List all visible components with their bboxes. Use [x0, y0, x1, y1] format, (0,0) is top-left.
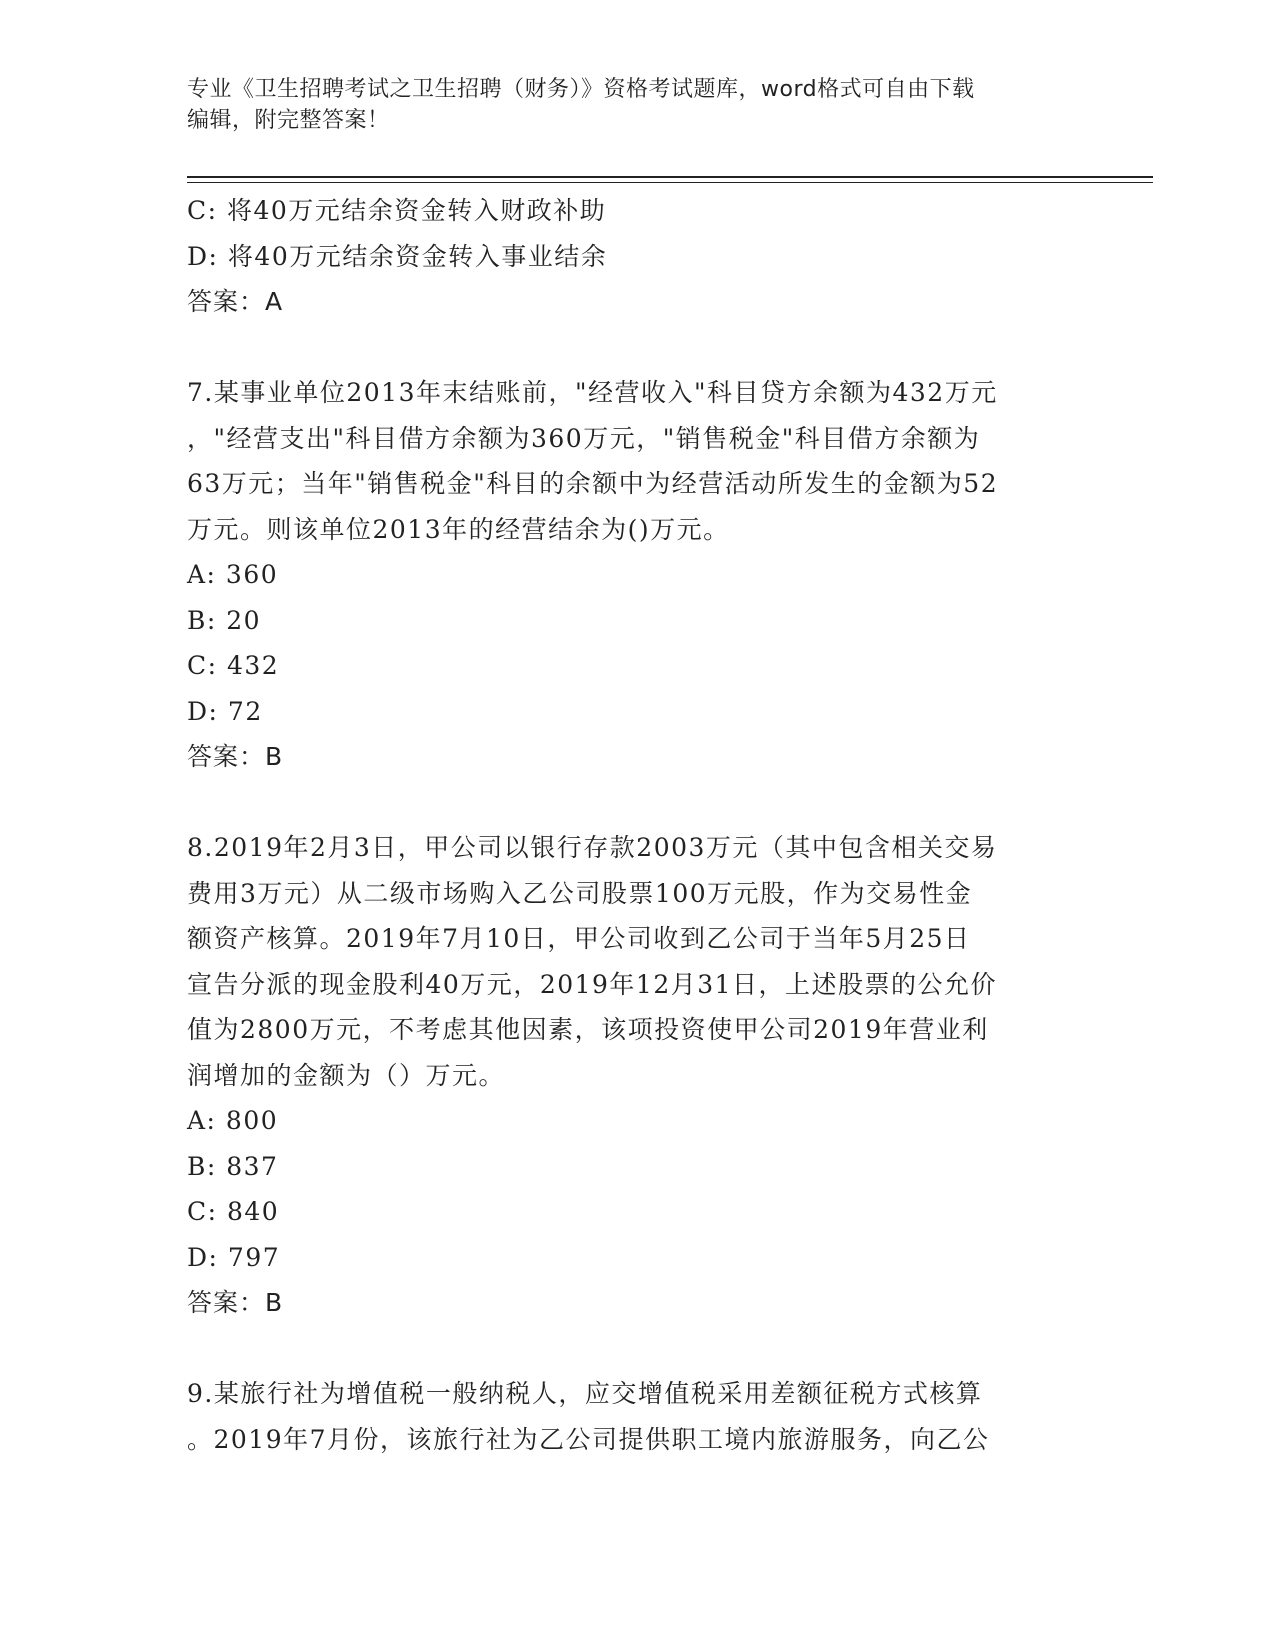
- question-6-tail: [187, 188, 1087, 325]
- q7-stem-line-1: 7.某事业单位2013年末结账前，"经营收入"科目贷方余额为432万元: [187, 378, 998, 407]
- q7-stem-line-3: 63万元；当年"销售税金"科目的余额中为经营活动所发生的金额为52: [187, 469, 999, 498]
- q8-stem-line-4: 宣告分派的现金股利40万元，2019年12月31日，上述股票的公允价: [187, 969, 998, 999]
- header-line-2: 编辑，附完整答案！: [187, 108, 390, 133]
- header-divider-thin: [187, 182, 1153, 183]
- q8-answer: 答案：B: [187, 1288, 284, 1317]
- q8-option-b: B: 837: [187, 1151, 279, 1181]
- question-8: [187, 825, 1087, 1326]
- question-9: [187, 1371, 1087, 1462]
- q7-option-a: A: 360: [187, 560, 279, 589]
- header-line-1: 专业《卫生招聘考试之卫生招聘（财务）》资格考试题库，word格式可自由下载: [187, 77, 975, 102]
- q8-stem-line-3: 额资产核算。2019年7月10日，甲公司收到乙公司于当年5月25日: [187, 924, 971, 953]
- header-divider-thick: [187, 176, 1153, 178]
- q8-stem-line-2: 费用3万元）从二级市场购入乙公司股票100万元股，作为交易性金: [187, 878, 973, 908]
- q6-answer: 答案：A: [187, 287, 284, 316]
- q8-stem-line-1: 8.2019年2月3日，甲公司以银行存款2003万元（其中包含相关交易: [187, 833, 998, 862]
- q7-option-d: D: 72: [187, 696, 263, 726]
- q7-stem-line-4: 万元。则该单位2013年的经营结余为()万元。: [187, 514, 730, 544]
- q7-stem-line-2: ，"经营支出"科目借方余额为360万元，"销售税金"科目借方余额为: [187, 423, 981, 453]
- q7-answer: 答案：B: [187, 742, 284, 771]
- document-body: [187, 188, 1087, 1462]
- document-header: [187, 74, 1087, 136]
- spacer: [187, 780, 1087, 826]
- spacer: [187, 1326, 1087, 1372]
- q7-option-c: C: 432: [187, 651, 280, 680]
- q8-stem-line-6: 润增加的金额为（）万元。: [187, 1060, 506, 1090]
- spacer: [187, 325, 1087, 371]
- q8-option-c: C: 840: [187, 1197, 280, 1226]
- q7-option-b: B: 20: [187, 605, 262, 635]
- q9-stem-line-2: 。2019年7月份，该旅行社为乙公司提供职工境内旅游服务，向乙公: [187, 1424, 990, 1454]
- q8-option-a: A: 800: [187, 1106, 279, 1135]
- q6-option-d: D: 将40万元结余资金转入事业结余: [187, 241, 608, 271]
- question-7: [187, 370, 1087, 780]
- q8-stem-line-5: 值为2800万元，不考虑其他因素，该项投资使甲公司2019年营业利: [187, 1015, 989, 1044]
- q6-option-c: C: 将40万元结余资金转入财政补助: [187, 196, 607, 225]
- q8-option-d: D: 797: [187, 1242, 281, 1272]
- q9-stem-line-1: 9.某旅行社为增值税一般纳税人，应交增值税采用差额征税方式核算: [187, 1379, 983, 1408]
